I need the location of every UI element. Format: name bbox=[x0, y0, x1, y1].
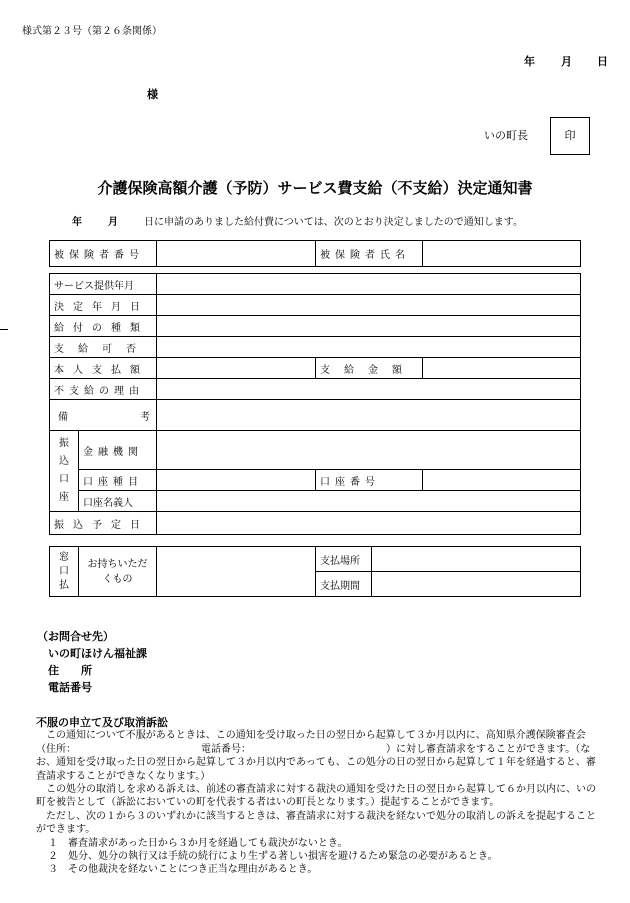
inquiry-phone-label: 電話番号 bbox=[48, 681, 92, 694]
decision-date-label: 決定年月日 bbox=[50, 295, 157, 316]
form-number: 様式第２３号（第２６条関係） bbox=[22, 26, 162, 37]
account-number-value[interactable] bbox=[423, 470, 581, 491]
benefit-type-value[interactable] bbox=[157, 316, 581, 337]
scheduled-date-value[interactable] bbox=[157, 512, 581, 535]
self-payment-value[interactable] bbox=[157, 358, 316, 379]
appeal-paragraph-3: ただし、次の１から３のいずれかに該当するときは、審査請求に対する裁決を経ないで処分の取消しの訴えを提起することができます。 bbox=[36, 810, 596, 836]
benefit-type-label: 給付の種類 bbox=[50, 316, 157, 337]
remarks-label bbox=[50, 400, 157, 431]
appeal-item-1: １ 審査請求があった日から３か月を経過しても裁決がないとき。 bbox=[48, 837, 348, 849]
inquiry-address-label: 住 所 bbox=[48, 664, 92, 677]
items-to-bring-label: お持ちいただくもの bbox=[79, 547, 157, 597]
payment-amount-label: 支給金額 bbox=[316, 358, 423, 379]
service-month-label: サービス提供年月 bbox=[50, 274, 157, 295]
payment-amount-value[interactable] bbox=[423, 358, 581, 379]
account-number-label: 口座番号 bbox=[316, 470, 423, 491]
appeal-heading: 不服の申立て及び取消訴訟 bbox=[36, 716, 168, 729]
appeal-paragraph-2: この処分の取消しを求める訴えは、前述の審査請求に対する裁決の通知を受けた日の翌日から起算して６か月以内に、いの町を被告として（訴訟においていの町を代表する者はいの町長となります。）提起することができます。 bbox=[36, 784, 596, 809]
document-title: 介護保険高額介護（予防）サービス費支給（不支給）決定通知書 bbox=[97, 179, 533, 197]
counter-side-label: 窓口払 bbox=[50, 547, 79, 597]
insured-table bbox=[49, 240, 581, 267]
intro-month: 月 bbox=[108, 217, 118, 228]
items-to-bring-value[interactable] bbox=[157, 547, 316, 597]
date-day-label: 日 bbox=[597, 55, 608, 68]
appeal-notice bbox=[36, 716, 604, 877]
counter-payment-table bbox=[49, 546, 581, 597]
date-year-label: 年 bbox=[524, 55, 535, 68]
approval-label: 支給可否 bbox=[50, 337, 157, 358]
appeal-item-3: ３ その他裁決を経ないことにつき正当な理由があるとき。 bbox=[48, 864, 318, 876]
remarks-value[interactable] bbox=[157, 400, 581, 431]
payment-period-label: 支払期間 bbox=[316, 572, 372, 597]
account-holder-label: 口座名義人 bbox=[79, 491, 157, 512]
date-month-label: 月 bbox=[561, 55, 572, 68]
payment-place-label: 支払場所 bbox=[316, 547, 372, 572]
bank-label: 金融機関 bbox=[79, 431, 157, 470]
insured-number-label: 被保険者番号 bbox=[50, 241, 157, 267]
seal-box: 印 bbox=[550, 117, 590, 155]
issuer-name: いの町長 bbox=[484, 129, 528, 142]
account-type-label: 口座種目 bbox=[79, 470, 157, 491]
insured-name-value[interactable] bbox=[423, 241, 581, 267]
appeal-paragraph-1: この通知について不服があるときは、この通知を受け取った日の翌日から起算して３か月以内に、高知県介護保険審査会（住所： 電話番号： ）に対し審査請求をすることができます。（なお、通知を受け取った日の翌日から起算して３か月以内であっても、この処分の日の翌日から起算して１年を経過すると、審査請求することができなくなります。） bbox=[36, 730, 596, 782]
payment-period-value[interactable] bbox=[372, 572, 581, 597]
margin-mark bbox=[0, 329, 8, 330]
appeal-item-2: ２ 処分、処分の執行又は手続の続行により生ずる著しい損害を避けるため緊急の必要があるとき。 bbox=[48, 851, 498, 863]
service-month-value[interactable] bbox=[157, 274, 581, 295]
non-payment-reason-label: 不支給の理由 bbox=[50, 379, 157, 400]
intro-year: 年 bbox=[72, 217, 82, 228]
intro-sentence bbox=[72, 213, 523, 228]
insured-number-value[interactable] bbox=[157, 241, 316, 267]
transfer-side-label: 振込口座 bbox=[50, 431, 79, 512]
scheduled-date-label: 振込予定日 bbox=[50, 512, 157, 535]
inquiry-department: いの町ほけん福祉課 bbox=[48, 647, 147, 660]
intro-text: 日に申請のありました給付費については、次のとおり決定しましたので通知します。 bbox=[144, 217, 523, 228]
approval-value[interactable] bbox=[157, 337, 581, 358]
account-type-value[interactable] bbox=[157, 470, 316, 491]
bank-value[interactable] bbox=[157, 431, 581, 470]
addressee-suffix: 様 bbox=[147, 88, 158, 101]
remarks-label-1: 備 bbox=[58, 411, 68, 423]
inquiry-heading: （お問合せ先） bbox=[37, 630, 114, 643]
decision-date-value[interactable] bbox=[157, 295, 581, 316]
remarks-label-2: 考 bbox=[140, 411, 150, 423]
details-table bbox=[49, 273, 581, 535]
payment-place-value[interactable] bbox=[372, 547, 581, 572]
insured-name-label: 被保険者氏名 bbox=[316, 241, 423, 267]
account-holder-value[interactable] bbox=[157, 491, 581, 512]
self-payment-label: 本人支払額 bbox=[50, 358, 157, 379]
non-payment-reason-value[interactable] bbox=[157, 379, 581, 400]
